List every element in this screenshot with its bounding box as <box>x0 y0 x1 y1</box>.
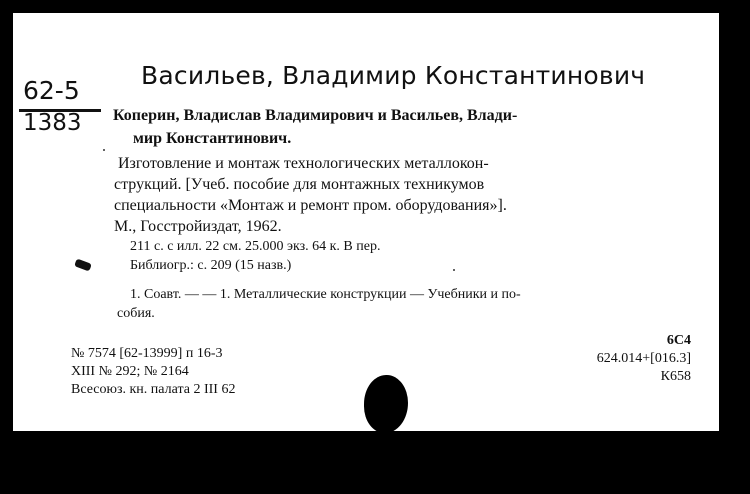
speck <box>453 269 455 271</box>
punch-hole <box>364 375 408 431</box>
shelfmark-top: 62-5 <box>23 76 80 105</box>
subjects-line-1: 1. Соавт. — — 1. Металлические конструкции — Учебники и по- <box>130 287 521 302</box>
title-line-1: Изготовление и монтаж технологических металлокон- <box>118 155 489 172</box>
class-index-2: 624.014+[016.3] <box>596 351 691 366</box>
heading-line-1: Коперин, Владислав Владимирович и Васильев, Влади- <box>113 107 518 124</box>
bibliography-note: Библиогр.: с. 209 (15 назв.) <box>130 258 292 273</box>
catalog-card <box>13 13 719 431</box>
title-line-2: струкций. [Учеб. пособие для монтажных техникумов <box>114 176 485 193</box>
ink-mark <box>74 259 92 272</box>
speck <box>103 149 105 151</box>
shelfmark-bottom: 1383 <box>23 110 82 136</box>
registration-line-2: XIII № 292; № 2164 <box>71 364 189 379</box>
class-index-3: К658 <box>660 369 691 384</box>
handwritten-author: Васильев, Владимир Константинович <box>141 61 646 90</box>
physical-description: 211 с. с илл. 22 см. 25.000 экз. 64 к. В пер. <box>130 239 381 254</box>
subjects-line-2: собия. <box>117 306 155 321</box>
class-index-1: 6С4 <box>666 333 691 348</box>
registration-line-3: Всесоюз. кн. палата 2 III 62 <box>71 382 236 397</box>
heading-line-2: мир Константинович. <box>133 130 292 147</box>
title-line-3: специальности «Монтаж и ремонт пром. оборудования»]. <box>114 197 507 214</box>
title-line-4: М., Госстройиздат, 1962. <box>114 218 282 235</box>
registration-line-1: № 7574 [62-13999] п 16-3 <box>71 346 223 361</box>
